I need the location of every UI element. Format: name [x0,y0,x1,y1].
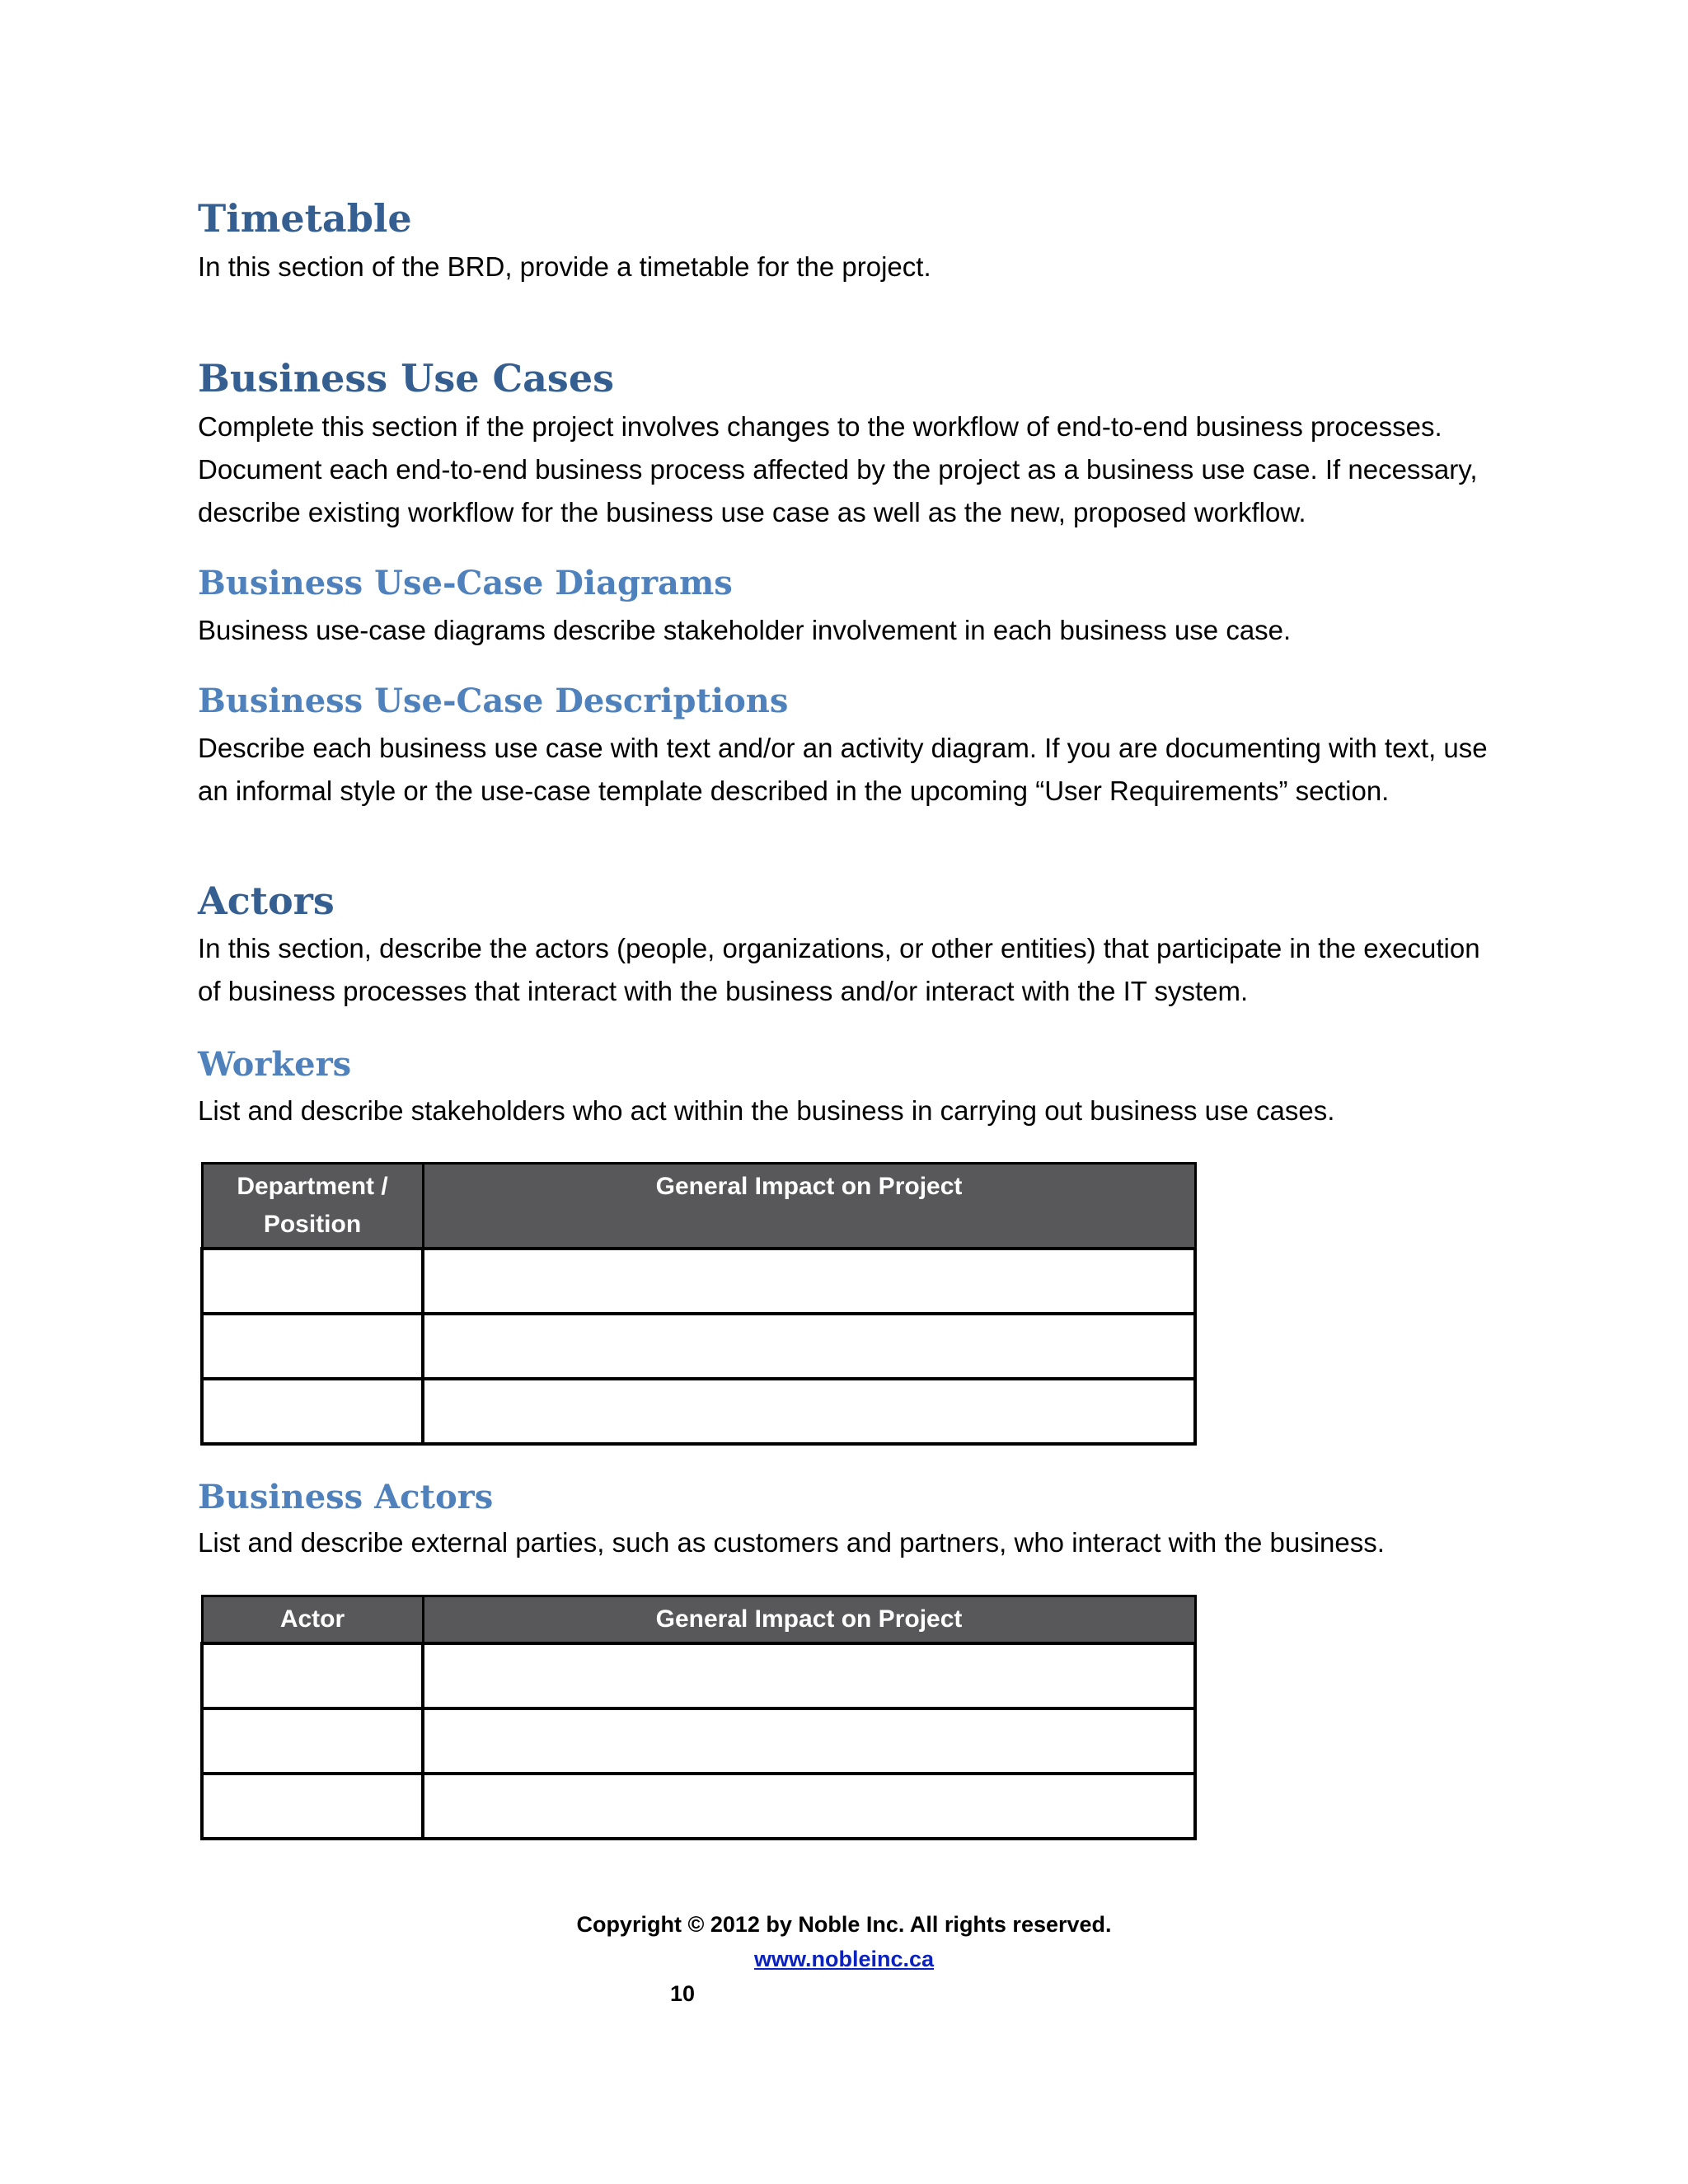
business-use-cases-body: Complete this section if the project involves changes to the workflow of end-to-end business processes. Document each end-to-end business process affected by the project as a business use case. If necessary, describe existing workflow for the business use case as well as the new, proposed workflow. [198,411,1478,527]
footer-link-wrapper [0,1947,1688,1972]
business-actors-cell-impact[interactable] [423,1774,1195,1839]
workers-cell-impact[interactable] [423,1379,1195,1444]
business-actors-table-row [202,1643,1195,1708]
heading-timetable: Timetable [198,196,412,241]
workers-col-impact: General Impact on Project [423,1164,1195,1249]
business-actors-col-actor: Actor [202,1596,423,1644]
heading-use-case-descriptions: Business Use-Case Descriptions [198,682,789,720]
business-actors-table-row [202,1708,1195,1774]
heading-actors: Actors [198,879,335,923]
business-actors-table [200,1595,1197,1840]
heading-business-use-cases: Business Use Cases [198,356,614,401]
heading-use-case-diagrams: Business Use-Case Diagrams [198,564,733,602]
workers-cell-department[interactable] [202,1314,423,1379]
business-actors-cell-actor[interactable] [202,1708,423,1774]
business-actors-cell-actor[interactable] [202,1774,423,1839]
business-actors-col-impact: General Impact on Project [423,1596,1195,1644]
footer-website-link[interactable]: www.nobleinc.ca [753,1947,935,1971]
workers-body: List and describe stakeholders who act within the business in carrying out business use cases. [198,1095,1335,1126]
business-actors-cell-impact[interactable] [423,1643,1195,1708]
workers-table-row [202,1379,1195,1444]
workers-cell-impact[interactable] [423,1249,1195,1314]
footer-copyright: Copyright © 2012 by Noble Inc. All rights reserved. [576,1912,1112,1937]
workers-cell-impact[interactable] [423,1314,1195,1379]
workers-cell-department[interactable] [202,1379,423,1444]
use-case-descriptions-body: Describe each business use case with text and/or an activity diagram. If you are documenting with text, use an informal style or the use-case template described in the upcoming “User Requirements” section. [198,733,1488,806]
heading-business-actors: Business Actors [198,1478,494,1516]
workers-col-department: Department / Position [202,1164,423,1249]
business-actors-cell-impact[interactable] [423,1708,1195,1774]
workers-table [200,1162,1197,1446]
business-actors-table-header-row [202,1596,1195,1644]
business-actors-cell-actor[interactable] [202,1643,423,1708]
workers-table-row [202,1249,1195,1314]
workers-table-header-row [202,1164,1195,1249]
page-number: 10 [669,1981,696,2006]
workers-cell-department[interactable] [202,1249,423,1314]
heading-workers: Workers [198,1045,352,1084]
business-actors-table-row [202,1774,1195,1839]
workers-table-row [202,1314,1195,1379]
use-case-diagrams-body: Business use-case diagrams describe stakeholder involvement in each business use case. [198,615,1292,645]
timetable-body: In this section of the BRD, provide a timetable for the project. [198,251,931,282]
business-actors-body: List and describe external parties, such as customers and partners, who interact with the business. [198,1527,1385,1558]
actors-body: In this section, describe the actors (people, organizations, or other entities) that participate in the execution of business processes that interact with the business and/or interact with the IT system. [198,933,1480,1006]
